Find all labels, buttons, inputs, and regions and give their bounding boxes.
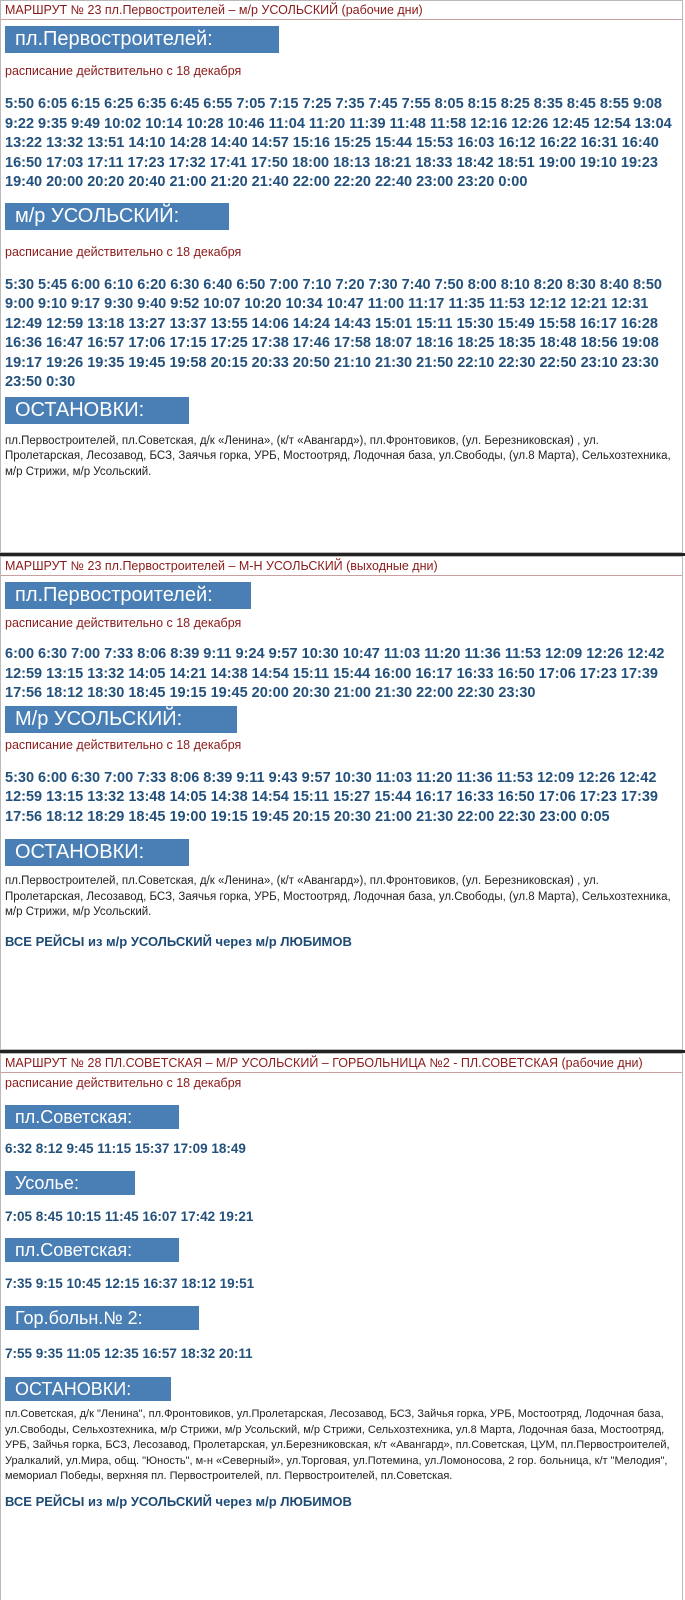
route-title: МАРШРУТ № 28 ПЛ.СОВЕТСКАЯ – М/Р УСОЛЬСКИЙ – ГОРБОЛЬНИЦА №2 - ПЛ.СОВЕТСКАЯ (рабочие дни) (1, 1054, 682, 1073)
stops-header: ОСТАНОВКИ: (5, 839, 189, 866)
departure-times: 7:05 8:45 10:15 11:45 16:07 17:42 19:21 (5, 1208, 254, 1224)
stop-header: м/р УСОЛЬСКИЙ: (5, 203, 229, 230)
stop-header: М/р УСОЛЬСКИЙ: (5, 706, 237, 733)
stops-list: пл.Первостроителей, пл.Советская, д/к «Ленина», (к/т «Авангард»), пл.Фронтовиков, (ул. Березниковская) , ул. Пролетарская, Лесозавод, БСЗ, Заячья горка, УРБ, Мостоотряд, Лодочная база, ул.Свободы, (ул.8 Марта), Сельхозтехника, м/р Стрижи, м/р Усольский. (5, 434, 671, 478)
stop-header: пл.Первостроителей: (5, 582, 251, 609)
validity-note: расписание действительно с 18 декабря (5, 1076, 242, 1090)
validity-note: расписание действительно с 18 декабря (5, 244, 242, 259)
departure-times: 5:30 5:45 6:00 6:10 6:20 6:30 6:40 6:50 7:00 7:10 7:20 7:30 7:40 7:50 8:00 8:10 8:20 8:30 8:40 8:50 9:00 9:10 9:17 9:30 9:40 9:52 10:07 10:20 10:34 10:47 11:00 11:17 11:35 11:53 12:12 12:21 12:31 12:49 12:59 13:18 13:27 13:37 13:55 14:06 14:24 14:43 15:01 15:11 15:30 15:49 15:58 16:17 16:28 16:36 16:47 16:57 17:06 17:15 17:25 17:38 17:46 17:58 18:07 18:16 18:25 18:35 18:48 18:56 19:08 19:17 19:26 19:35 19:45 19:58 20:15 20:33 20:50 21:10 21:30 21:50 22:10 22:30 22:50 23:10 23:30 23:50 0:30 (5, 276, 662, 390)
validity-note: расписание действительно с 18 декабря (5, 737, 242, 752)
stops-section (1, 1377, 682, 1485)
departure-times: 5:50 6:05 6:15 6:25 6:35 6:45 6:55 7:05 7:15 7:25 7:35 7:45 7:55 8:05 8:15 8:25 8:35 8:45 8:55 9:08 9:22 9:35 9:49 10:02 10:14 10:28 10:46 11:04 11:20 11:39 11:48 11:58 12:16 12:26 12:45 12:54 13:04 13:22 13:32 13:51 14:10 14:28 14:40 14:57 15:16 15:25 15:44 15:53 16:03 16:12 16:22 16:31 16:40 16:50 17:03 17:11 17:23 17:32 17:41 17:50 18:00 18:13 18:21 18:33 18:42 18:51 19:00 19:10 19:23 19:40 20:00 20:20 20:40 21:00 21:20 21:40 22:00 22:20 22:40 23:00 23:20 0:00 (5, 96, 672, 190)
stop-schedule-section (1, 1105, 682, 1159)
departure-times: 5:30 6:00 6:30 7:00 7:33 8:06 8:39 9:11 9:43 9:57 10:30 11:03 11:20 11:36 11:53 12:09 12:26 12:42 12:59 13:15 13:32 13:48 14:05 14:38 14:54 15:11 15:27 15:44 16:17 16:33 16:50 17:06 17:23 17:39 17:56 18:12 18:29 18:45 19:00 19:15 19:45 20:15 20:30 21:00 21:30 22:00 22:30 23:00 0:05 (5, 769, 658, 825)
stop-header: Усолье: (5, 1171, 135, 1195)
stop-header: пл.Первостроителей: (5, 26, 279, 53)
stops-header: ОСТАНОВКИ: (5, 397, 189, 424)
stop-schedule-section (1, 1306, 682, 1364)
route-23-weekends-block (0, 556, 683, 1050)
departure-times: 7:55 9:35 11:05 12:35 16:57 18:32 20:11 (5, 1345, 253, 1361)
stop-schedule-section (1, 706, 682, 828)
stop-schedule-section (1, 203, 682, 393)
route-note: ВСЕ РЕЙСЫ из м/р УСОЛЬСКИЙ через м/р ЛЮБИМОВ (5, 933, 352, 949)
stops-list: пл.Советская, д/к "Ленина", пл.Фронтовиков, ул.Пролетарская, Лесозавод, БСЗ, Зайчья горка, УРБ, Мостоотряд, Лодочная база, ул.Свободы, Сельхозтехника, м/р Стрижи, м/р Усольский, м/р Стрижи, Сельхозтехника, ул.8 Марта, Лодочная база, Мостоотряд, УРБ, Зайчья горка, БСЗ, Лесозавод, Пролетарская, ул.Березниковская, к/т «Авангард», пл.Советская, ЦУМ, пл.Первостроителей, Уралкалий, ул.Мира, общ. "Юность", м-н «Северный», ул.Торговая, ул.Потемина, ул.Ломоносова, 2 гор. больница, к/т "Мелодия", мемориал Победы, верхняя пл. Первостроителей, пл. Первостроителей, пл.Советская. (5, 1408, 670, 1482)
route-note: ВСЕ РЕЙСЫ из м/р УСОЛЬСКИЙ через м/р ЛЮБИМОВ (5, 1493, 352, 1509)
validity-note: расписание действительно с 18 декабря (5, 616, 242, 630)
route-title: МАРШРУТ № 23 пл.Первостроителей – м/р УСОЛЬСКИЙ (рабочие дни) (1, 1, 682, 20)
route-23-weekdays-block (0, 0, 683, 553)
stop-header: пл.Советская: (5, 1105, 179, 1129)
stop-schedule-section (1, 582, 682, 704)
departure-times: 6:00 6:30 7:00 7:33 8:06 8:39 9:11 9:24 9:57 10:30 10:47 11:03 11:20 11:36 11:53 12:09 12:26 12:42 12:59 13:15 13:32 14:05 14:21 14:38 14:54 15:11 15:44 16:00 16:17 16:33 16:50 17:06 17:23 17:39 17:56 18:12 18:30 18:45 19:15 19:45 20:00 20:30 21:00 21:30 22:00 22:30 23:30 (5, 646, 665, 701)
stop-schedule-section (1, 26, 682, 193)
stops-header: ОСТАНОВКИ: (5, 1377, 171, 1401)
stop-header: Гор.больн.№ 2: (5, 1306, 199, 1330)
stops-list: пл.Первостроителей, пл.Советская, д/к «Ленина», (к/т «Авангард»), пл.Фронтовиков, (ул. Березниковская) , ул. Пролетарская, Лесозавод, БСЗ, Заячья горка, УРБ, Мостоотряд, Лодочная база, ул.Свободы, (ул.8 Марта), Сельхозтехника, м/р Стрижи, м/р Усольский. (5, 875, 671, 918)
validity-note: расписание действительно с 18 декабря (5, 64, 242, 78)
route-title: МАРШРУТ № 23 пл.Первостроителей – М-Н УСОЛЬСКИЙ (выходные дни) (1, 557, 682, 576)
departure-times: 6:32 8:12 9:45 11:15 15:37 17:09 18:49 (5, 1141, 246, 1156)
route-28-weekdays-block (0, 1053, 683, 1600)
stop-header: пл.Советская: (5, 1238, 179, 1262)
stop-schedule-section (1, 1238, 682, 1294)
stops-section (1, 397, 682, 481)
stops-section (1, 839, 682, 921)
stop-schedule-section (1, 1171, 682, 1227)
departure-times: 7:35 9:15 10:45 12:15 16:37 18:12 19:51 (5, 1276, 255, 1291)
